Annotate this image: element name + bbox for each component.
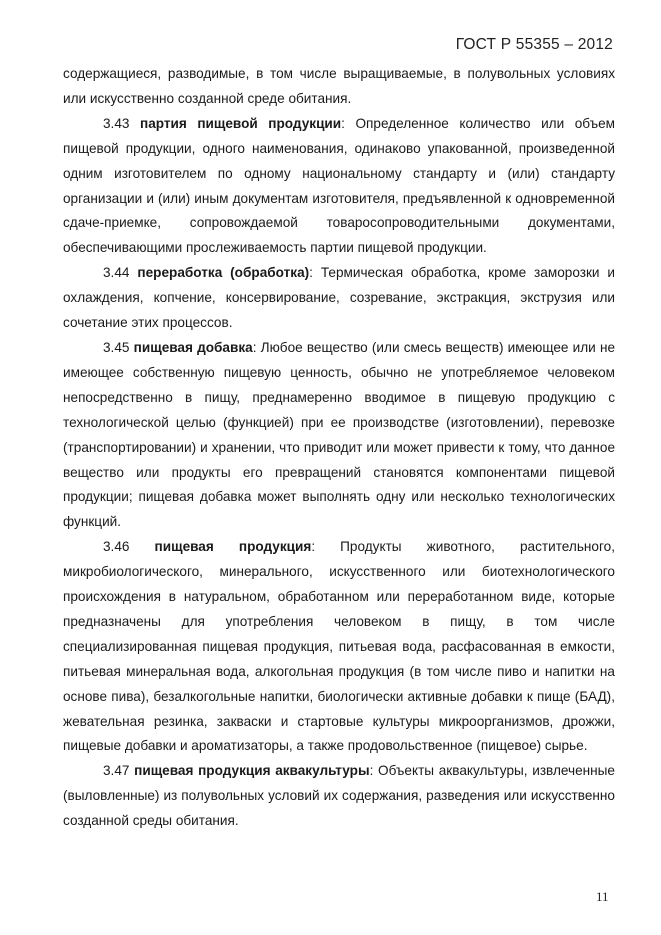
definition-3-44	[63, 261, 615, 336]
page-number: 11	[596, 889, 609, 904]
continuation-paragraph: содержащиеся, разводимые, в том числе выращиваемые, в полувольных условиях или искусственно созданной среде обитания.	[63, 66, 615, 106]
entry-definition: : Определенное количество или объем пищевой продукции, одного наименования, одинаково упакованной, произведенной одним изготовителем по одному национальному стандарту и (или) стандарту организации и (или) иным документам изготовителя, предъявленной к одновременной сдаче-приемке, сопровождаемой товаросопроводительными документами, обеспечивающими прослеживаемость партии пищевой продукции.	[63, 115, 615, 256]
document-header: ГОСТ Р 55355 – 2012	[455, 36, 613, 53]
entry-number: 3.47	[103, 763, 130, 779]
definition-3-47	[63, 759, 615, 834]
definition-3-46	[63, 535, 615, 759]
entry-term: партия пищевой продукции	[139, 115, 342, 131]
entry-definition: : Любое вещество (или смесь веществ) имеющее или не имеющее собственную пищевую ценность, обычно не употребляемое человеком непосредственно в пищу, преднамеренно вводимое в пищевую продукцию с технологической целью (функцией) при ее производстве (изготовлении), перевозке (транспортировании) и хранении, что приводит или может привести к тому, что данное вещество или продукты его превращений становятся компонентами пищевой продукции; пищевая добавка может выполнять одну или несколько технологических функций.	[63, 339, 616, 530]
definition-3-43	[63, 112, 615, 261]
entry-term: переработка (обработка)	[137, 265, 310, 281]
entry-definition: : Объекты аквакультуры, извлеченные (выловленные) из полувольных условий их содержания, разведения или искусственно созданной среды обитания.	[63, 763, 615, 829]
entry-number: 3.44	[103, 265, 130, 281]
entry-number: 3.43	[103, 115, 130, 131]
entry-term: пищевая добавка	[133, 339, 253, 355]
entry-definition: : Продукты животного, растительного, микробиологического, минерального, искусственного или биотехнологического происхождения в натуральном, обработанном или переработанном виде, которые предназначены для употребления человеком в пищу, в том числе специализированная пищевая продукция, питьевая вода, расфасованная в емкости, питьевая минеральная вода, алкогольная продукция (в том числе пиво и напитки на основе пива), безалкогольные напитки, биологически активные добавки к пище (БАД), жевательная резинка, закваски и стартовые культуры микроорганизмов, дрожжи, пищевые добавки и ароматизаторы, а также продовольственное (пищевое) сырье.	[63, 539, 615, 754]
document-body	[63, 62, 615, 834]
entry-definition: : Термическая обработка, кроме заморозки и охлаждения, копчение, консервирование, созревание, экстракция, экструзия или сочетание этих процессов.	[63, 265, 615, 331]
entry-term: пищевая продукция аквакультуры	[134, 763, 370, 779]
entry-number: 3.46	[103, 539, 130, 555]
entry-number: 3.45	[103, 339, 130, 355]
definition-3-45	[63, 336, 615, 535]
entry-term: пищевая продукция	[154, 539, 312, 555]
